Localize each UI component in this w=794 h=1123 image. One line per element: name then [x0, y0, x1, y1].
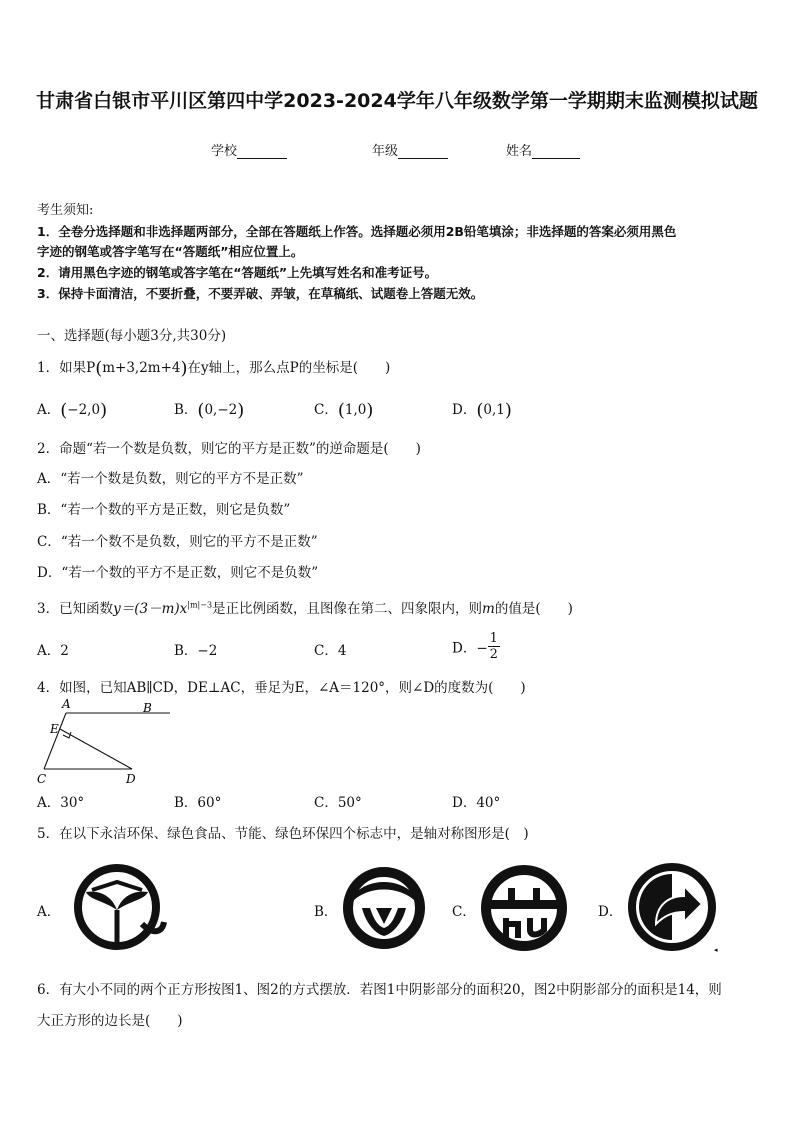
page-title: 甘肃省白银市平川区第四中学2023-2024学年八年级数学第一学期期末监测模拟试题	[36, 90, 758, 112]
q4-option-d[interactable]: D．40°	[452, 795, 501, 811]
grade-label: 年级	[372, 144, 399, 159]
name-field[interactable]	[506, 140, 580, 159]
q2-option-c[interactable]: C．“若一个数不是负数，则它的平方不是正数”	[37, 534, 318, 550]
q5-option-c-label[interactable]: C．	[452, 904, 476, 920]
q3-option-a[interactable]: A．2	[37, 643, 69, 659]
q3-option-c[interactable]: C．4	[314, 643, 347, 659]
question-3: 3．已知函数$y=(3-m)x^{|m|-3}$是正比例函数，且图像在第二、四象限内，则m的值是( )	[37, 600, 573, 617]
q4-option-a[interactable]: A．30°	[37, 795, 85, 811]
q2-option-b[interactable]: B．“若一个数的平方是正数，则它是负数”	[37, 502, 291, 518]
name-blank[interactable]	[532, 144, 580, 159]
q6-line1: 6．有大小不同的两个正方形按图1、图2的方式摆放．若图1中阴影部分的面积20，图2中阴影部分的面积是14，则	[37, 982, 722, 998]
q6-line2: 大正方形的边长是( )	[37, 1013, 183, 1029]
school-label: 学校	[211, 144, 238, 159]
notice-heading: 考生须知:	[37, 203, 94, 218]
grade-field[interactable]	[372, 140, 448, 159]
school-blank[interactable]	[237, 144, 287, 159]
q5-logo-b-icon[interactable]	[340, 864, 428, 952]
q4-geometry-figure	[30, 696, 170, 788]
q1-option-c[interactable]: C．(1,0)	[314, 400, 374, 421]
q5-option-d-label[interactable]: D．	[598, 904, 623, 920]
line-de	[60, 729, 132, 769]
question-1: 1．如果P(m+3,2m+4)在y轴上，那么点P的坐标是( )	[37, 358, 391, 379]
notice-line1a: 1．全卷分选择题和非选择题两部分，全部在答题纸上作答。选择题必须用2B铅笔填涂；非选择题的答案必须用黑色	[37, 224, 677, 239]
q1-suffix: 在y轴上，那么点P的坐标是( )	[187, 360, 391, 376]
q5-logo-c-icon[interactable]	[478, 864, 570, 954]
notice-line1b: 字迹的钢笔或答字笔写在“答题纸”相应位置上。	[37, 244, 304, 259]
q3-option-b[interactable]: B．−2	[174, 643, 218, 659]
grade-blank[interactable]	[398, 144, 448, 159]
q1-option-a[interactable]: A．(−2,0)	[37, 400, 108, 421]
label-e: E	[50, 722, 59, 736]
section-heading: 一、选择题(每小题3分,共30分)	[37, 328, 227, 344]
q5-stem: 5．在以下永洁环保、绿色食品、节能、绿色环保四个标志中，是轴对称图形是( )	[37, 826, 529, 842]
label-b: B	[143, 701, 152, 715]
q1-expr: m+3,2m+4	[102, 360, 181, 376]
q3-function: y＝(3－m)x	[113, 601, 188, 617]
q5-option-a-label[interactable]: A．	[37, 904, 61, 920]
label-a: A	[62, 697, 71, 711]
school-field[interactable]	[211, 140, 287, 159]
name-label: 姓名	[506, 144, 533, 159]
notice-line3: 3．保持卡面清洁，不要折叠，不要弄破、弄皱，在草稿纸、试题卷上答题无效。	[37, 286, 484, 301]
q1-option-b[interactable]: B．(0,−2)	[174, 400, 245, 421]
q1-option-d[interactable]: D．(0,1)	[452, 400, 512, 421]
label-d: D	[126, 772, 136, 786]
q2-option-a[interactable]: A．“若一个数是负数，则它的平方不是正数”	[37, 471, 304, 487]
svg-text:◂: ◂	[714, 946, 718, 954]
q3-exponent: |m|−3	[187, 600, 213, 610]
q5-logo-a-icon[interactable]	[72, 862, 168, 952]
q4-option-b[interactable]: B．60°	[174, 795, 222, 811]
q3-option-d[interactable]: D．− $\frac{1}{2}$	[452, 631, 498, 662]
q2-stem: 2．命题“若一个数是负数，则它的平方是正数”的逆命题是( )	[37, 441, 421, 457]
q5-option-b-label[interactable]: B．	[314, 904, 338, 920]
q4-option-c[interactable]: C．50°	[314, 795, 362, 811]
q5-logo-d-icon[interactable]	[626, 862, 722, 954]
q2-option-d[interactable]: D．“若一个数的平方不是正数，则它不是负数”	[37, 565, 319, 581]
notice-line2: 2．请用黑色字迹的钢笔或答字笔在“答题纸”上先填写姓名和准考证号。	[37, 265, 438, 280]
q4-stem: 4．如图，已知AB∥CD，DE⊥AC，垂足为E，∠A＝120°，则∠D的度数为( )	[37, 680, 526, 696]
label-c: C	[37, 772, 47, 786]
q1-prefix: 1．如果P	[37, 360, 96, 376]
